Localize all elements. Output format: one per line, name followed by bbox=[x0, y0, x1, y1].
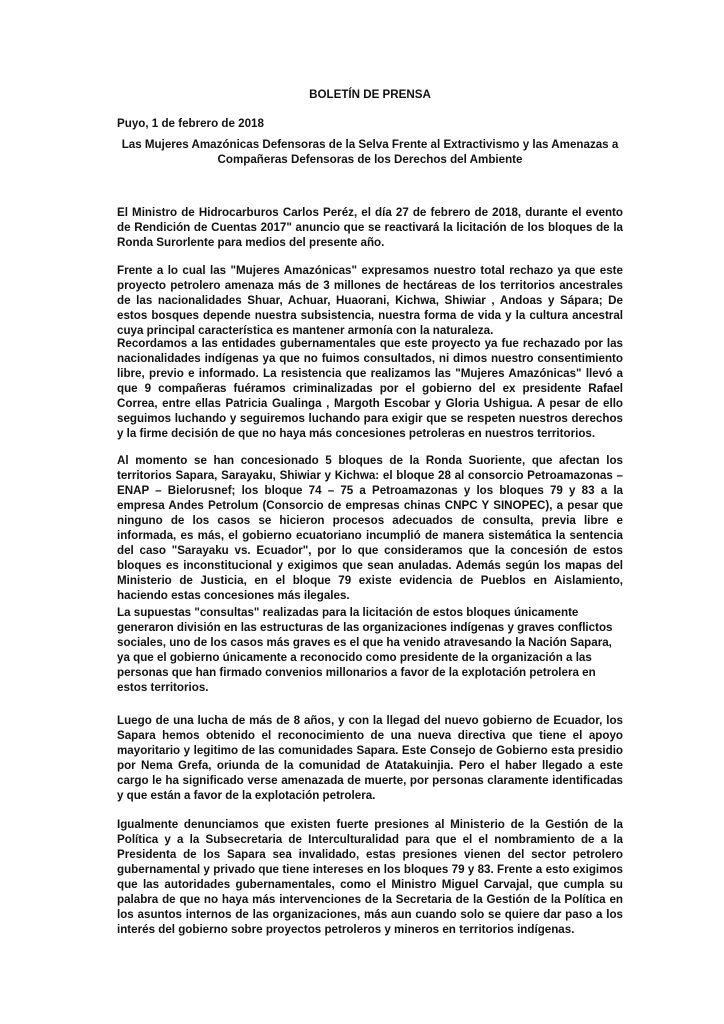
document-heading: Las Mujeres Amazónicas Defensoras de la Selva Frente al Extractivismo y las Amenazas a Compañeras Defensoras de los Derechos del Ambiente bbox=[121, 138, 619, 166]
paragraph: Luego de una lucha de más de 8 años, y con la llegad del nuevo gobierno de Ecuador, los Sapara hemos obtenido el reconocimiento de una nueva directiva que tiene el apoyo mayoritario y legitimo de las comunidades Sapara. Este Consejo de Gobierno esta presidio por Nema Grefa, oriunda de la comunidad de Atatakuinjia. Pero el haber llegado a este cargo le ha significado verse amenazada de muerte, por personas claramente identificadas y que están a favor de la explotación petrolera. bbox=[117, 714, 623, 802]
document-title: BOLETÍN DE PRENSA bbox=[309, 88, 431, 101]
date-line: Puyo, 1 de febrero de 2018 bbox=[117, 117, 264, 130]
paragraph: Frente a lo cual las "Mujeres Amazónicas" expresamos nuestro total rechazo ya que este proyecto petrolero amenaza más de 3 millones de hectáreas de los territorios ancestrales de las nacionalidades Shuar, Achuar, Huaorani, Kichwa, Shiwiar , Andoas y Sápara; De estos bosques depende nuestra subsistencia, nuestra forma de vida y la cultura ancestral cuya principal característica es mantener armonía con la naturaleza. bbox=[117, 264, 623, 337]
paragraph: El Ministro de Hidrocarburos Carlos Peréz, el día 27 de febrero de 2018, durante el evento de Rendición de Cuentas 2017" anuncio que se reactivará la licitación de los bloques de la Ronda Surorlente para medios del presente año. bbox=[117, 206, 623, 249]
paragraph: Al momento se han concesionado 5 bloques de la Ronda Suoriente, que afectan los territorios Sapara, Sarayaku, Shiwiar y Kichwa: el bloque 28 al consorcio Petroamazonas – ENAP – Bielorusnef; los bloque 74 – 75 a Petroamazonas y los bloques 79 y 83 a la empresa Andes Petrolum (Consorcio de empresas chinas CNPC Y SINOPEC), a pesar que ninguno de los casos se hicieron procesos adecuados de consulta, previa libre e informada, es más, el gobierno ecuatoriano incumplió de manera sistemática la sentencia del caso "Sarayaku vs. Ecuador", por lo que consideramos que la concesión de estos bloques es inconstitucional y exigimos que sean anuladas. Además según los mapas del Ministerio de Justicia, en el bloque 79 existe evidencia de Pueblos en Aislamiento, haciendo estas concesiones más ilegales. bbox=[117, 454, 623, 602]
paragraph: Igualmente denunciamos que existen fuerte presiones al Ministerio de la Gestión de la Política y a la Subsecretaria de Interculturalidad para que el el nombramiento de a la Presidenta de los Sapara sea invalidado, estas presiones vienen del sector petrolero gubernamental y privado que tiene intereses en los bloques 79 y 83. Frente a esto exigimos que las autoridades gubernamentales, como el Ministro Miguel Carvajal, que cumpla su palabra de que no haya más intervenciones de la Secretaria de la Gestión de la Política en los asuntos internos de las organizaciones, más aun cuando solo se quiere dar paso a los interés del gobierno sobre proyectos petroleros y mineros en territorios indígenas. bbox=[117, 818, 623, 936]
paragraph: La supuestas "consultas" realizadas para la licitación de estos bloques únicamente generaron división en las estructuras de las organizaciones indígenas y graves conflictos sociales, uno de los casos más graves es el que ha venido atravesando la Nación Sapara, ya que el gobierno únicamente a reconocido como presidente de la organización a las personas que han firmado convenios millonarios a favor de la explotación petrolera en estos territorios. bbox=[117, 606, 613, 694]
paragraph: Recordamos a las entidades gubernamentales que este proyecto ya fue rechazado por las nacionalidades indígenas ya que no fuimos consultados, ni dimos nuestro consentimiento libre, previo e informado. La resistencia que realizamos las "Mujeres Amazónicas" llevó a que 9 compañeras fuéramos criminalizadas por el gobierno del ex presidente Rafael Correa, entre ellas Patricia Gualinga , Margoth Escobar y Gloria Ushigua. A pesar de ello seguimos luchando y seguiremos luchando para exigir que se respeten nuestros derechos y la firme decisión de que no haya más concesiones petroleras en nuestros territorios. bbox=[117, 337, 623, 440]
